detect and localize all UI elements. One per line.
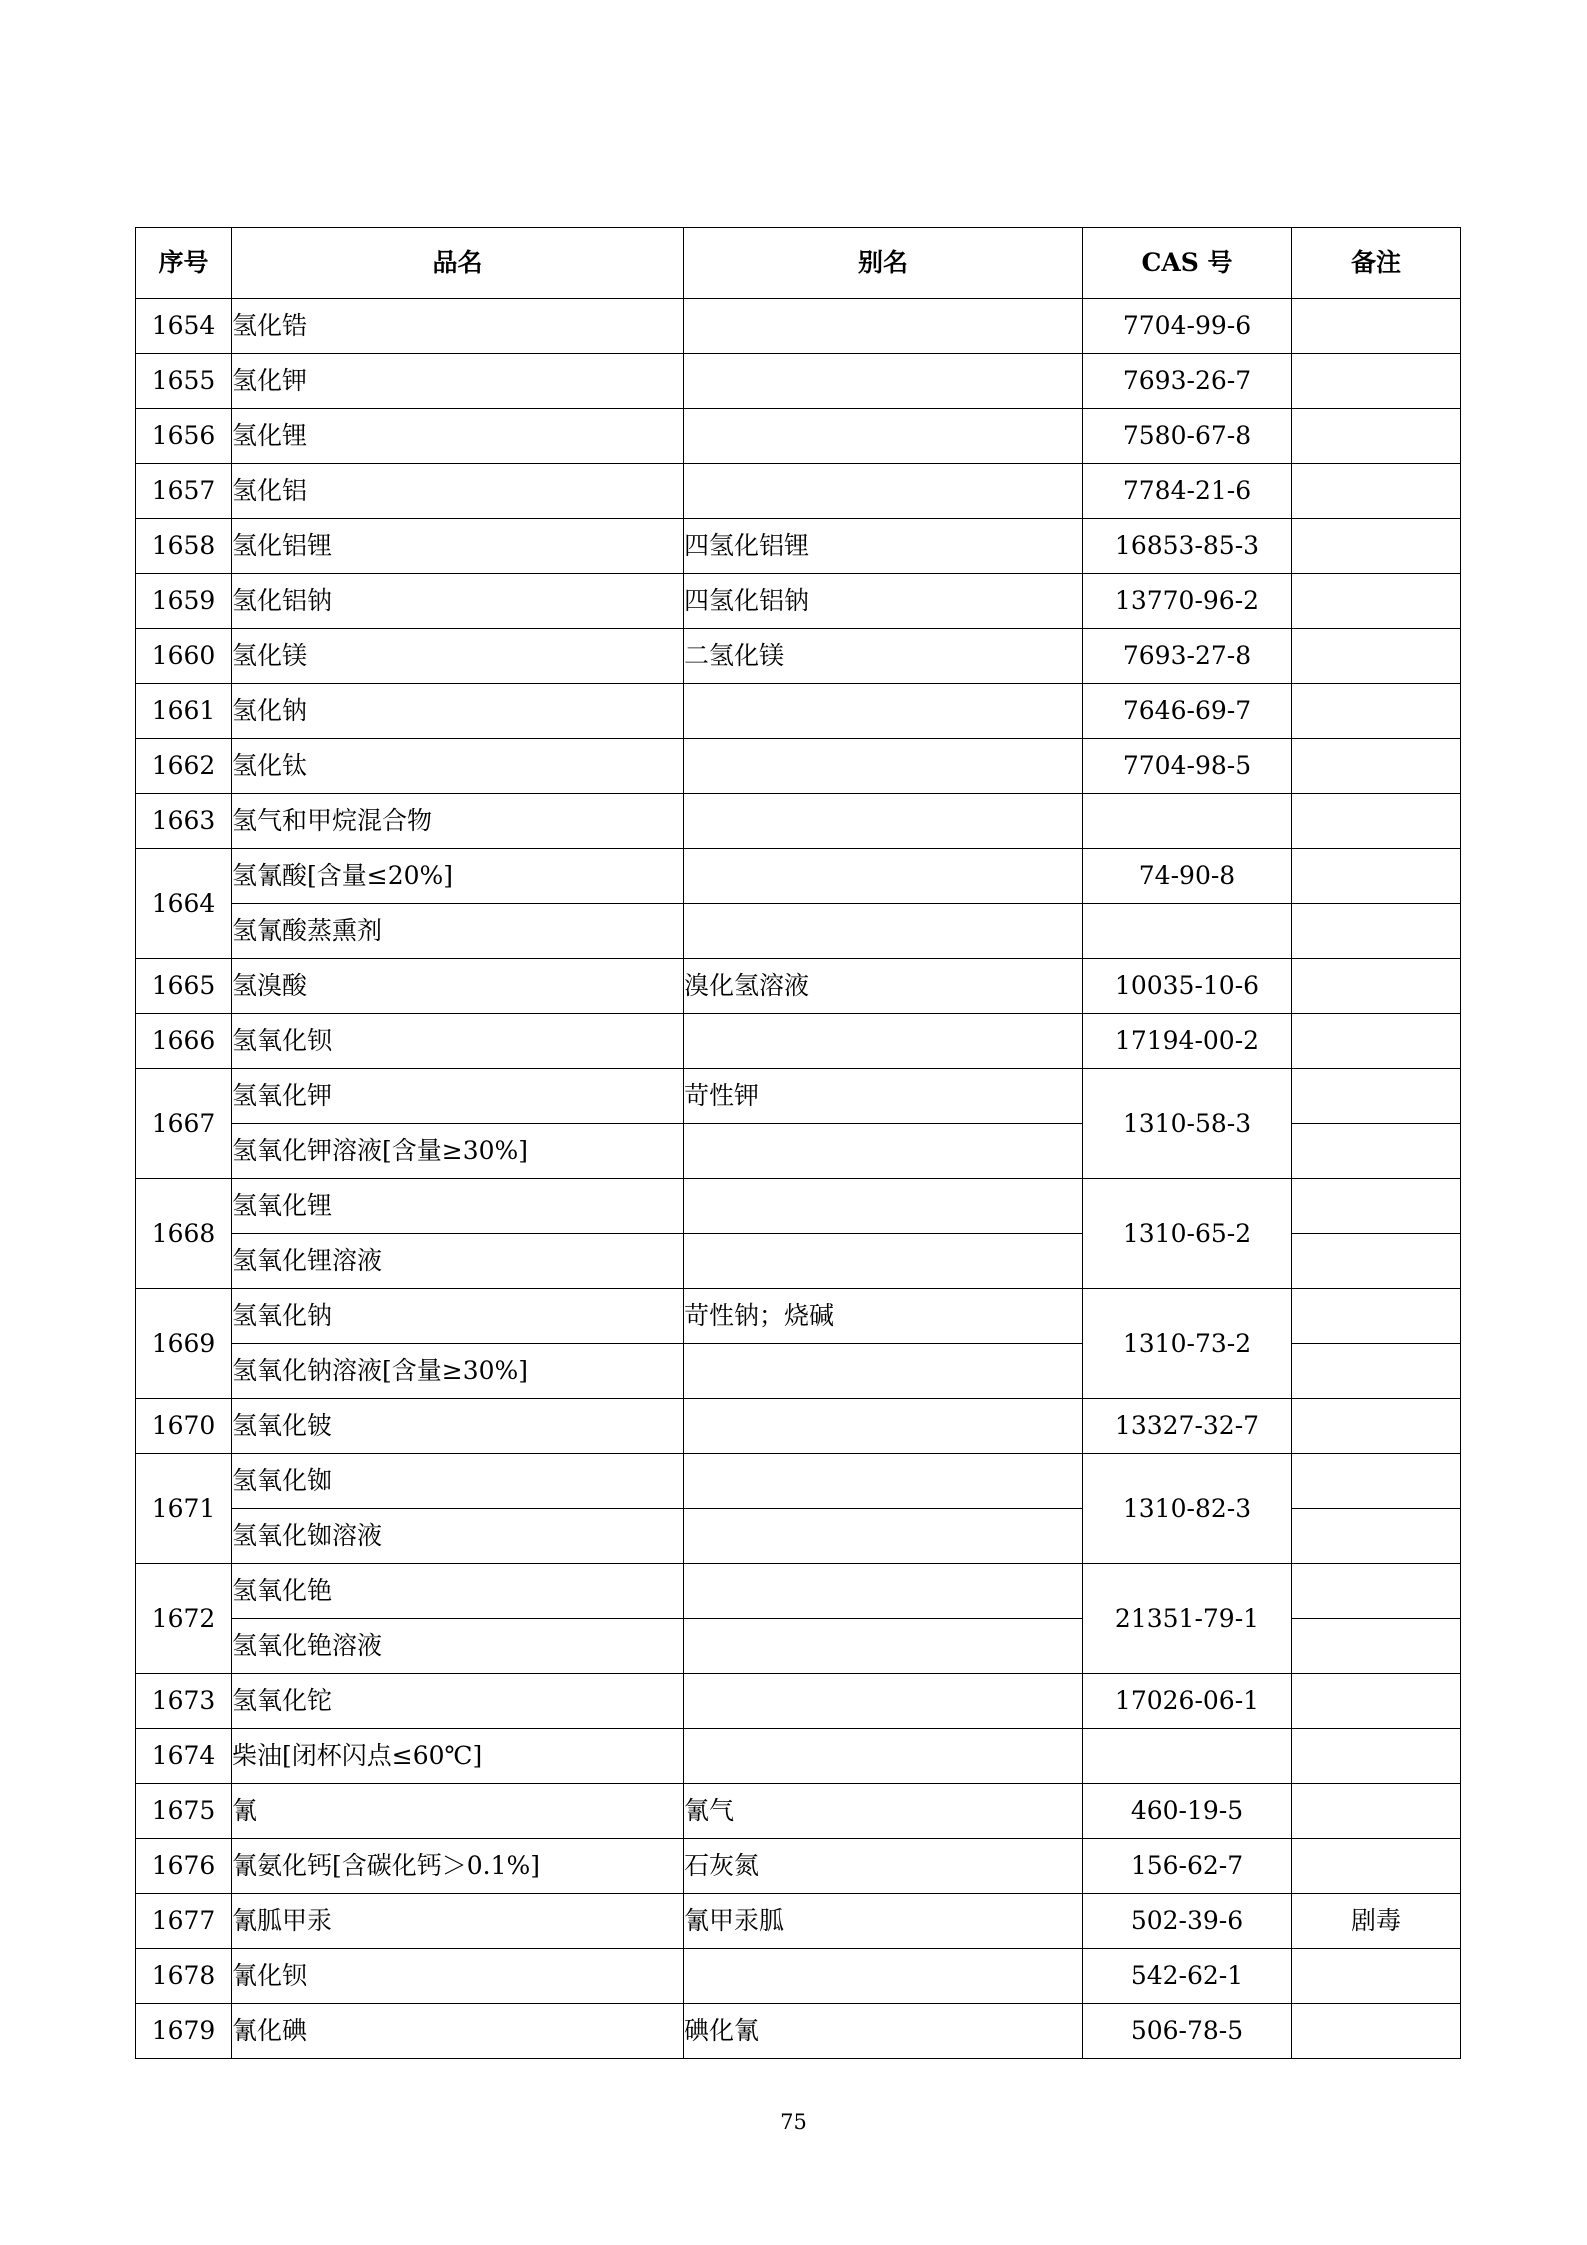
table-row: [136, 1069, 1461, 1124]
cas-cell: 16853-85-3: [1083, 519, 1292, 574]
cas-cell: 460-19-5: [1083, 1784, 1292, 1839]
name-cell: 氢氰酸蒸熏剂: [232, 904, 684, 959]
cas-cell: 13327-32-7: [1083, 1399, 1292, 1454]
cas-cell: 7704-98-5: [1083, 739, 1292, 794]
header-alias: 别名: [684, 228, 1083, 299]
name-cell: 氢氧化铷溶液: [232, 1509, 684, 1564]
note-cell: [1292, 1729, 1461, 1784]
name-cell: 氢氧化铯: [232, 1564, 684, 1619]
alias-cell: [684, 1619, 1083, 1674]
seq-cell: 1678: [136, 1949, 232, 2004]
table-row: [136, 1564, 1461, 1619]
note-cell: [1292, 1784, 1461, 1839]
header-row: [136, 228, 1461, 299]
header-seq: 序号: [136, 228, 232, 299]
alias-cell: [684, 1124, 1083, 1179]
seq-cell: 1662: [136, 739, 232, 794]
seq-cell: 1655: [136, 354, 232, 409]
cas-cell: 17026-06-1: [1083, 1674, 1292, 1729]
note-cell: [1292, 959, 1461, 1014]
cas-cell: 7693-26-7: [1083, 354, 1292, 409]
name-cell: 氢化镁: [232, 629, 684, 684]
cas-cell: 1310-65-2: [1083, 1179, 1292, 1289]
alias-cell: [684, 409, 1083, 464]
alias-cell: [684, 684, 1083, 739]
header-note: 备注: [1292, 228, 1461, 299]
name-cell: 氢溴酸: [232, 959, 684, 1014]
alias-cell: 四氢化铝锂: [684, 519, 1083, 574]
seq-cell: 1677: [136, 1894, 232, 1949]
name-cell: 氢化钠: [232, 684, 684, 739]
name-cell: 氢化铝: [232, 464, 684, 519]
table-row: [136, 1674, 1461, 1729]
alias-cell: [684, 1454, 1083, 1509]
table-row: [136, 1399, 1461, 1454]
alias-cell: 二氢化镁: [684, 629, 1083, 684]
name-cell: 氢氧化铯溶液: [232, 1619, 684, 1674]
seq-cell: 1674: [136, 1729, 232, 1784]
cas-cell: [1083, 794, 1292, 849]
name-cell: 氢气和甲烷混合物: [232, 794, 684, 849]
name-cell: 氢化钾: [232, 354, 684, 409]
table-row: [136, 409, 1461, 464]
note-cell: [1292, 1564, 1461, 1619]
alias-cell: [684, 299, 1083, 354]
alias-cell: [684, 849, 1083, 904]
seq-cell: 1665: [136, 959, 232, 1014]
note-cell: [1292, 1509, 1461, 1564]
seq-cell: 1673: [136, 1674, 232, 1729]
seq-cell: 1672: [136, 1564, 232, 1674]
cas-cell: 7693-27-8: [1083, 629, 1292, 684]
note-cell: [1292, 1124, 1461, 1179]
table-row: [136, 1179, 1461, 1234]
cas-cell: 7784-21-6: [1083, 464, 1292, 519]
name-cell: 氢化锆: [232, 299, 684, 354]
alias-cell: [684, 1564, 1083, 1619]
note-cell: [1292, 519, 1461, 574]
note-cell: [1292, 1344, 1461, 1399]
table-row: [136, 299, 1461, 354]
chemical-table: [135, 227, 1461, 2059]
table-row: [136, 1729, 1461, 1784]
seq-cell: 1659: [136, 574, 232, 629]
name-cell: 氰氨化钙[含碳化钙＞0.1%]: [232, 1839, 684, 1894]
alias-cell: [684, 1344, 1083, 1399]
table-row: [136, 1014, 1461, 1069]
note-cell: [1292, 1619, 1461, 1674]
seq-cell: 1654: [136, 299, 232, 354]
seq-cell: 1666: [136, 1014, 232, 1069]
cas-cell: 7646-69-7: [1083, 684, 1292, 739]
cas-cell: 542-62-1: [1083, 1949, 1292, 2004]
seq-cell: 1660: [136, 629, 232, 684]
alias-cell: [684, 739, 1083, 794]
seq-cell: 1663: [136, 794, 232, 849]
name-cell: 氢氧化钡: [232, 1014, 684, 1069]
alias-cell: [684, 464, 1083, 519]
alias-cell: [684, 1674, 1083, 1729]
table-row: [136, 574, 1461, 629]
alias-cell: [684, 1234, 1083, 1289]
alias-cell: [684, 794, 1083, 849]
name-cell: 氢氧化钠溶液[含量≥30%]: [232, 1344, 684, 1399]
note-cell: [1292, 684, 1461, 739]
seq-cell: 1669: [136, 1289, 232, 1399]
table-row: [136, 519, 1461, 574]
seq-cell: 1670: [136, 1399, 232, 1454]
table-row: [136, 629, 1461, 684]
note-cell: [1292, 574, 1461, 629]
alias-cell: 氰甲汞胍: [684, 1894, 1083, 1949]
name-cell: 氢氧化钠: [232, 1289, 684, 1344]
table-row: [136, 1894, 1461, 1949]
alias-cell: 石灰氮: [684, 1839, 1083, 1894]
alias-cell: [684, 1729, 1083, 1784]
cas-cell: 1310-82-3: [1083, 1454, 1292, 1564]
name-cell: 氰: [232, 1784, 684, 1839]
cas-cell: [1083, 904, 1292, 959]
name-cell: 氰化钡: [232, 1949, 684, 2004]
seq-cell: 1656: [136, 409, 232, 464]
note-cell: [1292, 629, 1461, 684]
name-cell: 氢化锂: [232, 409, 684, 464]
note-cell: [1292, 1674, 1461, 1729]
header-cas: CAS 号: [1083, 228, 1292, 299]
name-cell: 柴油[闭杯闪点≤60℃]: [232, 1729, 684, 1784]
seq-cell: 1675: [136, 1784, 232, 1839]
name-cell: 氢氧化铍: [232, 1399, 684, 1454]
page-number: 75: [780, 2110, 807, 2134]
seq-cell: 1664: [136, 849, 232, 959]
cas-cell: 1310-58-3: [1083, 1069, 1292, 1179]
alias-cell: 四氢化铝钠: [684, 574, 1083, 629]
cas-cell: 21351-79-1: [1083, 1564, 1292, 1674]
table-row: [136, 1949, 1461, 2004]
alias-cell: [684, 1509, 1083, 1564]
seq-cell: 1657: [136, 464, 232, 519]
cas-cell: 7580-67-8: [1083, 409, 1292, 464]
name-cell: 氢氰酸[含量≤20%]: [232, 849, 684, 904]
cas-cell: 7704-99-6: [1083, 299, 1292, 354]
cas-cell: 156-62-7: [1083, 1839, 1292, 1894]
seq-cell: 1671: [136, 1454, 232, 1564]
note-cell: [1292, 1399, 1461, 1454]
note-cell: [1292, 409, 1461, 464]
name-cell: 氢化铝锂: [232, 519, 684, 574]
note-cell: [1292, 1069, 1461, 1124]
note-cell: [1292, 739, 1461, 794]
note-cell: 剧毒: [1292, 1894, 1461, 1949]
seq-cell: 1661: [136, 684, 232, 739]
table-row: [136, 464, 1461, 519]
alias-cell: [684, 1014, 1083, 1069]
cas-cell: 506-78-5: [1083, 2004, 1292, 2059]
seq-cell: 1667: [136, 1069, 232, 1179]
note-cell: [1292, 1014, 1461, 1069]
note-cell: [1292, 299, 1461, 354]
cas-cell: 10035-10-6: [1083, 959, 1292, 1014]
name-cell: 氢氧化钾溶液[含量≥30%]: [232, 1124, 684, 1179]
cas-cell: 74-90-8: [1083, 849, 1292, 904]
cas-cell: 17194-00-2: [1083, 1014, 1292, 1069]
name-cell: 氢化铝钠: [232, 574, 684, 629]
table-row: [136, 849, 1461, 904]
table-row: [136, 739, 1461, 794]
cas-cell: 502-39-6: [1083, 1894, 1292, 1949]
note-cell: [1292, 1839, 1461, 1894]
name-cell: 氢氧化锂: [232, 1179, 684, 1234]
seq-cell: 1679: [136, 2004, 232, 2059]
alias-cell: [684, 354, 1083, 409]
table-row: [136, 959, 1461, 1014]
alias-cell: [684, 904, 1083, 959]
note-cell: [1292, 1289, 1461, 1344]
alias-cell: 碘化氰: [684, 2004, 1083, 2059]
name-cell: 氢氧化钾: [232, 1069, 684, 1124]
note-cell: [1292, 1234, 1461, 1289]
table-row: [136, 354, 1461, 409]
table-row: [136, 794, 1461, 849]
cas-cell: [1083, 1729, 1292, 1784]
cas-cell: 1310-73-2: [1083, 1289, 1292, 1399]
table-row: [136, 2004, 1461, 2059]
alias-cell: 氰气: [684, 1784, 1083, 1839]
table-row: [136, 684, 1461, 739]
note-cell: [1292, 354, 1461, 409]
name-cell: 氢氧化铷: [232, 1454, 684, 1509]
alias-cell: 苛性钠；烧碱: [684, 1289, 1083, 1344]
seq-cell: 1668: [136, 1179, 232, 1289]
note-cell: [1292, 849, 1461, 904]
table-row: [136, 904, 1461, 959]
seq-cell: 1676: [136, 1839, 232, 1894]
table-row: [136, 1784, 1461, 1839]
cas-cell: 13770-96-2: [1083, 574, 1292, 629]
note-cell: [1292, 1179, 1461, 1234]
note-cell: [1292, 1949, 1461, 2004]
alias-cell: 溴化氢溶液: [684, 959, 1083, 1014]
name-cell: 氢化钛: [232, 739, 684, 794]
name-cell: 氢氧化锂溶液: [232, 1234, 684, 1289]
note-cell: [1292, 1454, 1461, 1509]
note-cell: [1292, 904, 1461, 959]
name-cell: 氰化碘: [232, 2004, 684, 2059]
alias-cell: [684, 1399, 1083, 1454]
note-cell: [1292, 464, 1461, 519]
seq-cell: 1658: [136, 519, 232, 574]
header-name: 品名: [232, 228, 684, 299]
alias-cell: 苛性钾: [684, 1069, 1083, 1124]
name-cell: 氰胍甲汞: [232, 1894, 684, 1949]
name-cell: 氢氧化铊: [232, 1674, 684, 1729]
table-row: [136, 1454, 1461, 1509]
table-row: [136, 1289, 1461, 1344]
alias-cell: [684, 1179, 1083, 1234]
note-cell: [1292, 794, 1461, 849]
table-row: [136, 1839, 1461, 1894]
alias-cell: [684, 1949, 1083, 2004]
note-cell: [1292, 2004, 1461, 2059]
